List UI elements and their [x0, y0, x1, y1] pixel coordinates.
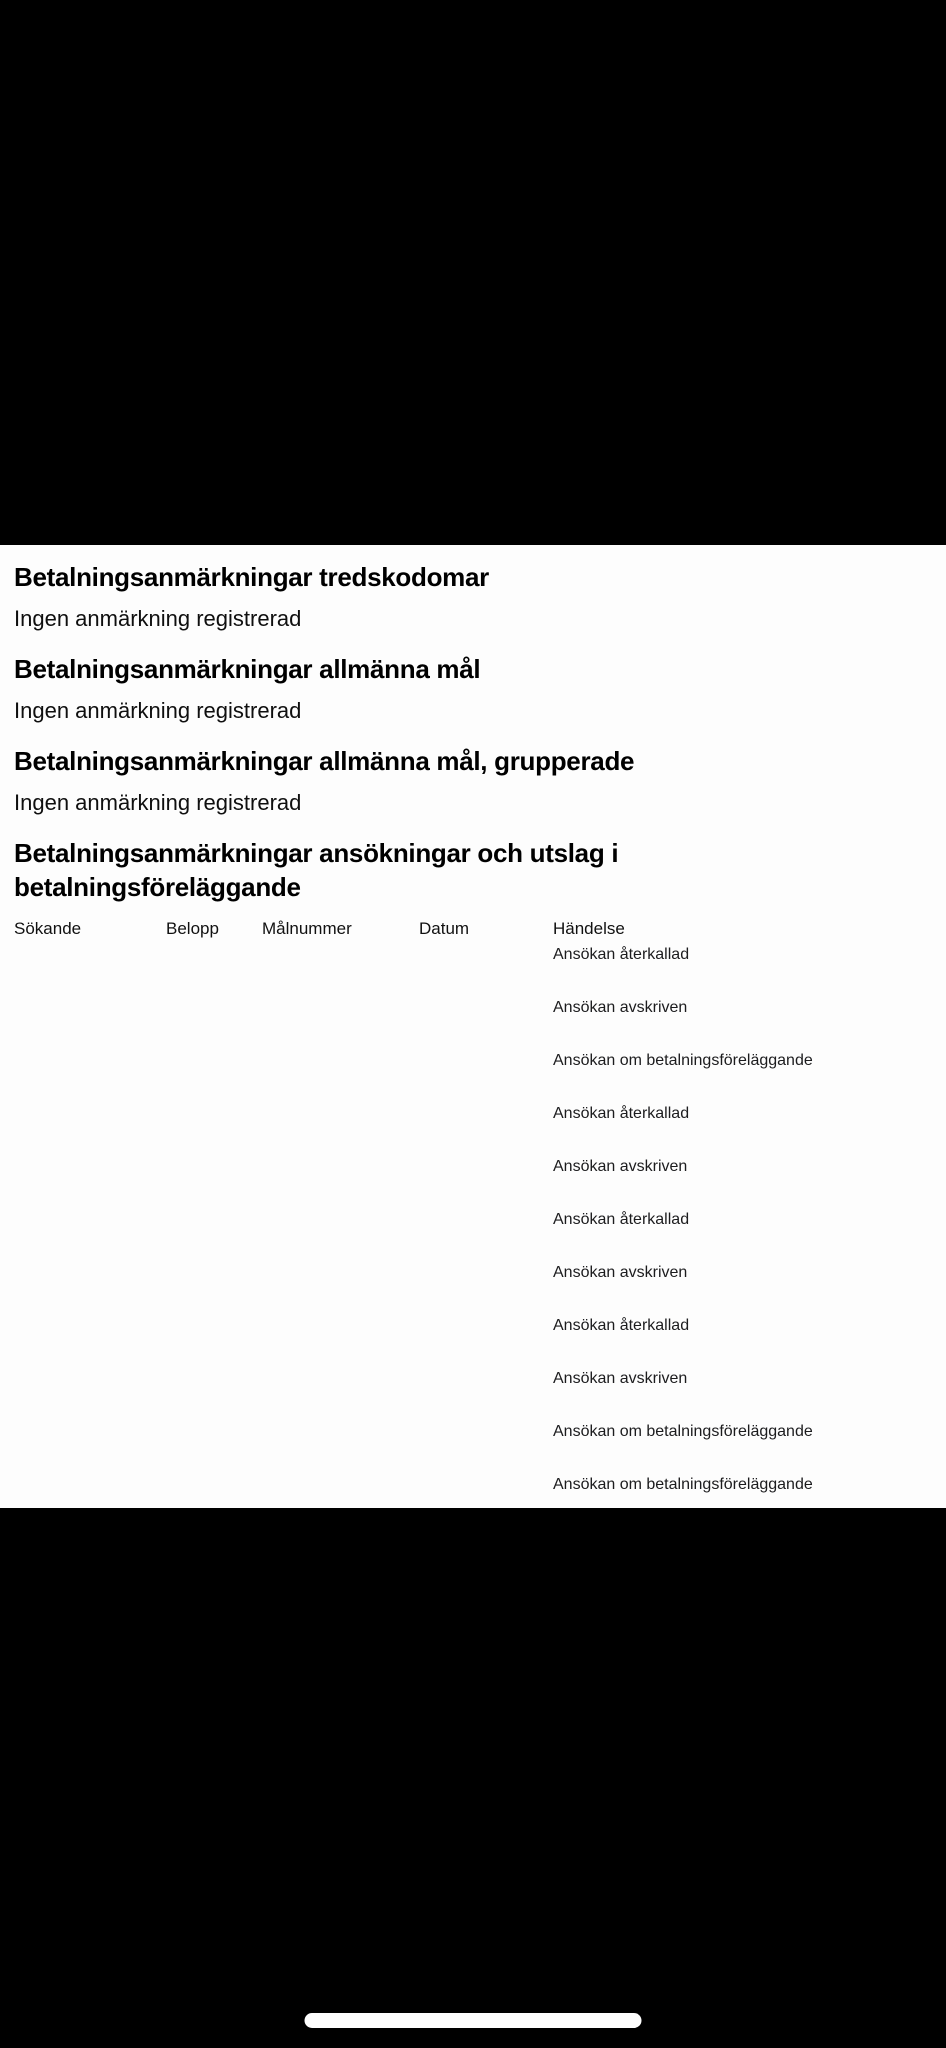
cell-sokande — [14, 1316, 166, 1366]
content-sheet — [0, 545, 946, 1508]
section-status-allmanna-mal-grupperade: Ingen anmärkning registrerad — [14, 790, 302, 815]
credit-remarks-table — [14, 916, 932, 1525]
column-header-datum: Datum — [419, 919, 470, 938]
table-row — [14, 1260, 932, 1313]
column-header-sokande: Sökande — [14, 919, 82, 938]
cell-belopp — [166, 945, 262, 995]
table-header-row — [14, 916, 932, 942]
column-header-handelse: Händelse — [553, 919, 625, 938]
cell-datum — [419, 1316, 553, 1366]
cell-handelse: Ansökan avskriven — [553, 1370, 688, 1387]
cell-belopp — [166, 998, 262, 1048]
cell-sokande — [14, 1051, 166, 1101]
cell-sokande — [14, 1210, 166, 1260]
cell-sokande — [14, 945, 166, 995]
table-row — [14, 1313, 932, 1366]
cell-malnummer — [262, 1316, 419, 1366]
section-status-tredskodomar: Ingen anmärkning registrerad — [14, 606, 302, 631]
table-row — [14, 1101, 932, 1154]
cell-datum — [419, 1051, 553, 1101]
column-header-malnummer: Målnummer — [262, 919, 352, 938]
cell-handelse: Ansökan avskriven — [553, 1264, 688, 1281]
table-row — [14, 1154, 932, 1207]
cell-belopp — [166, 1263, 262, 1313]
cell-belopp — [166, 1210, 262, 1260]
cell-belopp — [166, 1051, 262, 1101]
top-letterbox — [0, 0, 946, 545]
home-indicator[interactable] — [305, 2013, 642, 2028]
cell-datum — [419, 1369, 553, 1419]
cell-datum — [419, 945, 553, 995]
bottom-letterbox — [0, 1508, 946, 2048]
cell-sokande — [14, 1369, 166, 1419]
table-row — [14, 1419, 932, 1472]
section-status-allmanna-mal: Ingen anmärkning registrerad — [14, 698, 302, 723]
cell-malnummer — [262, 945, 419, 995]
cell-malnummer — [262, 1104, 419, 1154]
cell-malnummer — [262, 1051, 419, 1101]
section-title-allmanna-mal: Betalningsanmärkningar allmänna mål — [14, 654, 481, 684]
cell-datum — [419, 1210, 553, 1260]
cell-malnummer — [262, 1157, 419, 1207]
cell-handelse: Ansökan avskriven — [553, 1158, 688, 1175]
cell-sokande — [14, 1263, 166, 1313]
cell-sokande — [14, 1422, 166, 1472]
cell-sokande — [14, 1104, 166, 1154]
cell-belopp — [166, 1157, 262, 1207]
section-title-allmanna-mal-grupperade: Betalningsanmärkningar allmänna mål, grupperade — [14, 746, 635, 776]
section-title-line-1: Betalningsanmärkningar ansökningar och utslag i — [14, 838, 619, 868]
cell-belopp — [166, 1316, 262, 1366]
table-row — [14, 1048, 932, 1101]
cell-handelse: Ansökan avskriven — [553, 999, 688, 1016]
cell-belopp — [166, 1369, 262, 1419]
cell-malnummer — [262, 998, 419, 1048]
cell-sokande — [14, 998, 166, 1048]
cell-malnummer — [262, 1263, 419, 1313]
column-header-belopp: Belopp — [166, 919, 219, 938]
section-title-tredskodomar: Betalningsanmärkningar tredskodomar — [14, 562, 489, 592]
cell-datum — [419, 1104, 553, 1154]
table-row — [14, 942, 932, 995]
cell-datum — [419, 1263, 553, 1313]
table-row — [14, 1366, 932, 1419]
cell-handelse: Ansökan återkallad — [553, 946, 690, 963]
cell-handelse: Ansökan om betalningsföreläggande — [553, 1423, 813, 1440]
section-title-ansokningar-utslag — [14, 836, 932, 904]
cell-malnummer — [262, 1210, 419, 1260]
table-row — [14, 1207, 932, 1260]
table-row — [14, 995, 932, 1048]
cell-malnummer — [262, 1369, 419, 1419]
cell-belopp — [166, 1104, 262, 1154]
cell-handelse: Ansökan återkallad — [553, 1105, 690, 1122]
cell-datum — [419, 1157, 553, 1207]
cell-handelse: Ansökan om betalningsföreläggande — [553, 1476, 813, 1493]
cell-handelse: Ansökan återkallad — [553, 1317, 690, 1334]
cell-malnummer — [262, 1422, 419, 1472]
cell-datum — [419, 1422, 553, 1472]
cell-datum — [419, 998, 553, 1048]
cell-sokande — [14, 1157, 166, 1207]
cell-handelse: Ansökan om betalningsföreläggande — [553, 1052, 813, 1069]
section-title-line-2: betalningsföreläggande — [14, 872, 301, 902]
cell-belopp — [166, 1422, 262, 1472]
table-body — [14, 942, 932, 1525]
cell-handelse: Ansökan återkallad — [553, 1211, 690, 1228]
